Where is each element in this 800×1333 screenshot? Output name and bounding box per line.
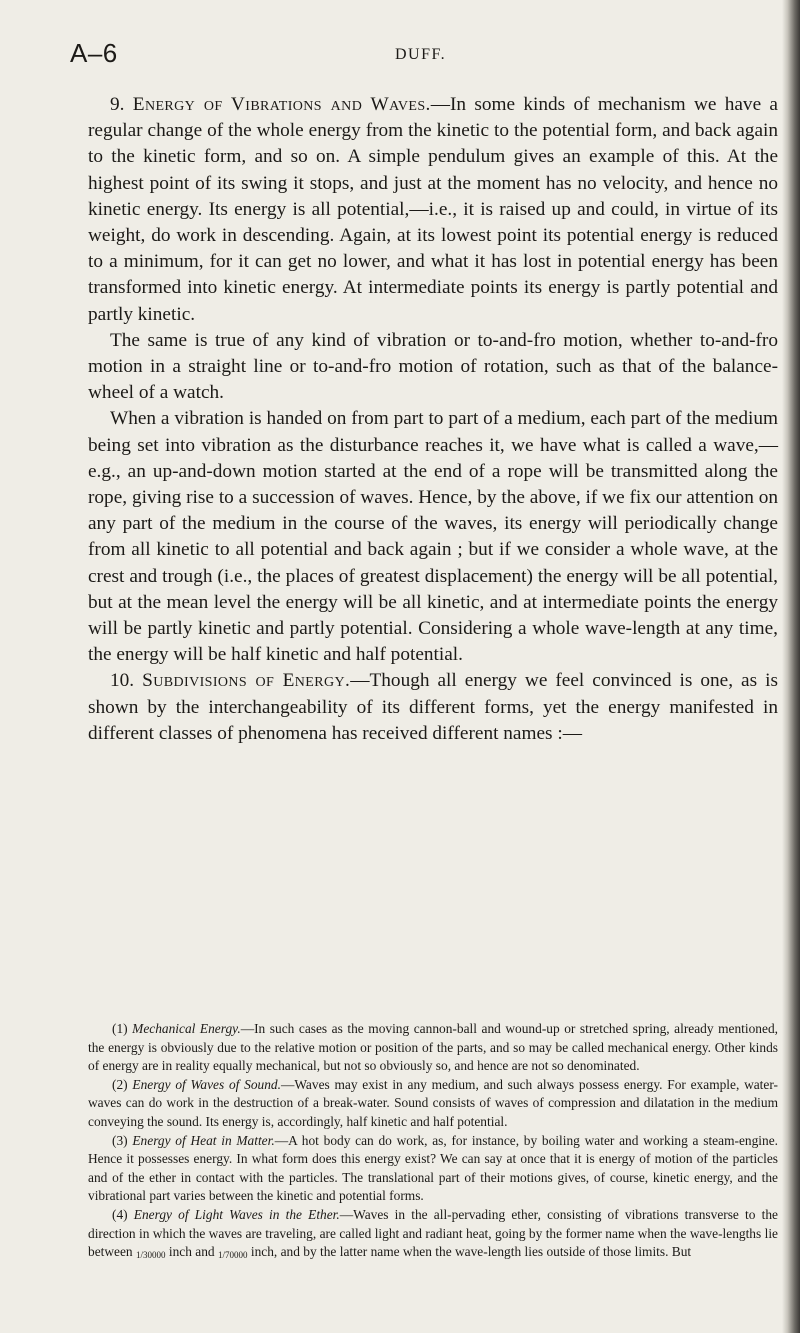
paragraph: When a vibration is handed on from part to part of a medium, each part of the medium being set into vibration as the disturbance reaches it, we have what is called a wave,—e.g., an up-and-down motion started at the end of a rope will be transmitted along the rope, giving rise to a succession of waves. Hence, by the above, if we fix our attention on any part of the medium in the course of the waves, its energy will periodically change from all kinetic to all potential and back again ; but if we consider a whole wave, at the crest and trough (i.e., the places of greatest displacement) the energy will be all potential, but at the mean level the energy will be all kinetic, and at intermediate points the energy will be partly kinetic and partly potential. Considering a whole wave-length at any time, the energy will be half kinetic and half potential. [88,408,778,666]
item-label: (4) [112,1206,128,1222]
running-head [70,38,760,78]
paragraph: The same is true of any kind of vibration or to-and-fro motion, whether to-and-fro motion in a straight line or to-and-fro motion of rotation, such as that of the balance-wheel of a watch. [88,329,778,404]
section-heading: Energy of Vibrations and Waves. [132,94,431,115]
item-label: (2) [112,1076,128,1092]
list-item [88,1206,778,1265]
page-number: A–6 [70,38,118,68]
paragraph-text: —In some kinds of mechanism we have a regular change of the whole energy from the kinetic to the potential form, and back again to the kinetic form, and so on. A simple pendulum gives an example of this. At the highest point of its swing it stops, and just at the moment has no velocity, and hence no kinetic energy. Its energy is all potential,—i.e., it is raised up and could, in virtue of its weight, do work in descending. Again, at its lowest point its potential energy is reduced to a minimum, for it can get no lower, and what it has lost in potential energy has been transformed into kinetic energy. At intermediate points its energy is partly potential and partly kinetic. [88,94,778,325]
item-text: —In such cases as the moving cannon-ball and wound-up or stretched spring, already mentioned, the energy is obviously due to the relative motion or position of the parts, and so may be called mechanical energy. Other kinds of energy are in reality equally mechanical, but not so obviously so, and hence are not so denominated. [88,1021,778,1074]
section-number: 10. [110,670,135,692]
fraction: 1/30000 [135,1250,166,1261]
item-label: (1) [112,1021,128,1036]
item-title: Energy of Heat in Matter. [132,1132,275,1148]
running-title: DUFF. [395,46,447,63]
item-label: (3) [112,1132,128,1148]
item-title: Energy of Waves of Sound. [132,1076,281,1092]
item-text: inch and [168,1244,215,1260]
item-text: —A hot body can do work, as, for instance, by boiling water and working a steam-engine. Hence it possesses energy. In what form does this energy exist? We can say at once that it is energy of motion of the particles and of the ether in contact with the particles. The translational part of their motions gives, of course, kinetic energy, and the vibrational part varies between the kinetic and potential forms. [88,1132,778,1204]
item-text: inch, and by the latter name when the wave-length lies outside of those limits. But [250,1244,692,1260]
item-text: —Waves in the all-pervading ether, consisting of vibrations transverse to the direction in which the waves are traveling, are called light and radiant heat, going by the former name when the wave-lengths lie between [88,1206,778,1260]
list-item [88,1076,778,1132]
fraction: 1/70000 [217,1250,248,1261]
section-9-paragraph [88,92,778,328]
page-edge-shadow [782,0,800,1333]
item-title: Energy of Light Waves in the Ether. [133,1206,340,1222]
item-text: —Waves may exist in any medium, and such always possess energy. For example, water-waves can do work in the destruction of a break-water. Sound consists of waves of compression and dilatation in the medium conveying the sound. Its energy is, accordingly, half kinetic and half potential. [88,1076,779,1129]
section-number: 9. [110,94,125,115]
main-text [88,92,778,747]
subdivisions-list [88,1020,778,1265]
list-item [88,1020,778,1076]
paragraph-text: —Though all energy we feel convinced is one, as is shown by the interchangeability of its different forms, yet the energy manifested in different classes of phenomena has received different names :— [88,670,778,744]
list-item [88,1132,778,1206]
item-title: Mechanical Energy. [132,1021,241,1036]
section-heading: Subdivisions of Energy. [142,670,351,692]
section-10-paragraph [88,668,778,747]
